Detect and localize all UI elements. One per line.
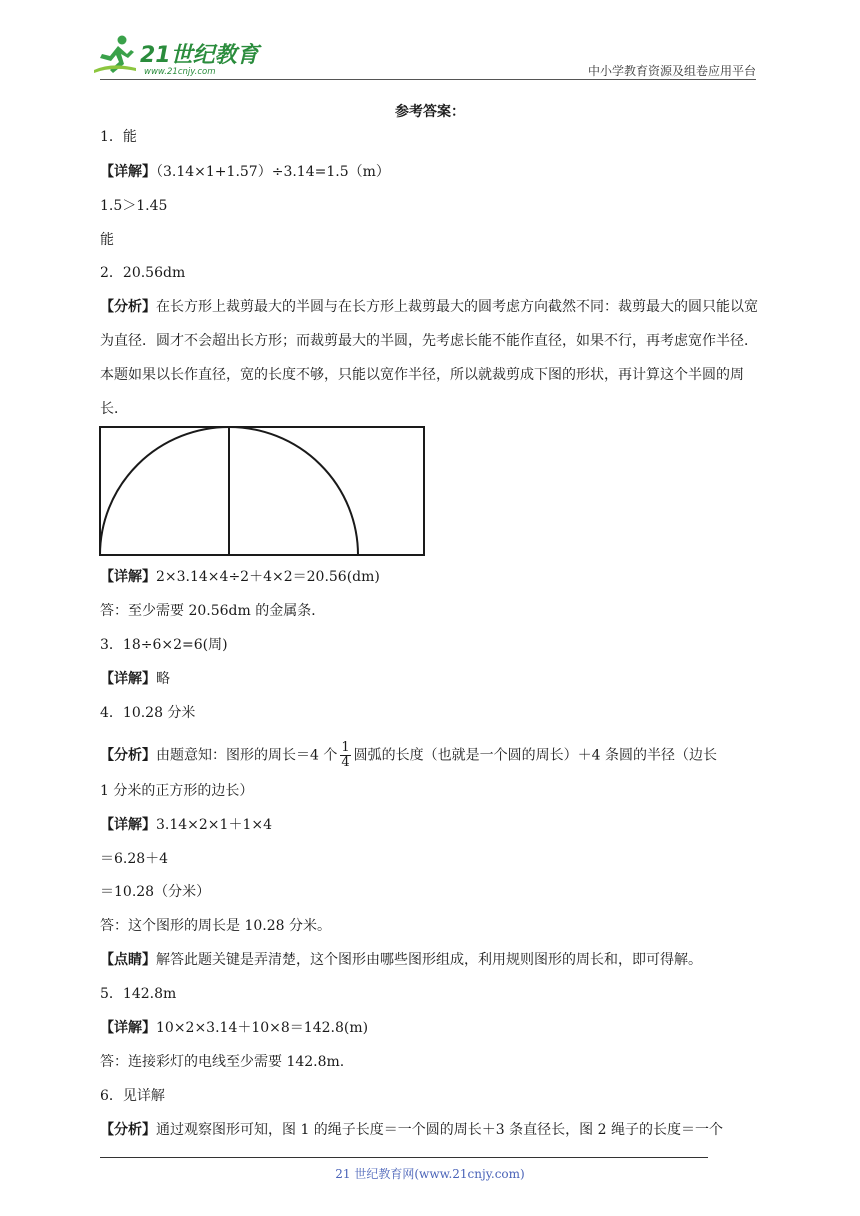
detail-tag: 【详解】 [100, 164, 156, 180]
analysis-tag: 【分析】 [100, 747, 156, 764]
q4-analysis [100, 741, 717, 770]
q1-detail [100, 162, 390, 182]
q4-reply: 答：这个图形的周长是 10.28 分米。 [100, 918, 331, 934]
q2-detail-text: 2×3.14×4÷2＋4×2＝20.56(dm) [156, 569, 380, 585]
footer-divider [100, 1157, 708, 1158]
page-title: 参考答案： [395, 104, 465, 120]
detail-tag: 【详解】 [100, 671, 156, 687]
q1-conclusion: 能 [100, 232, 114, 248]
q2-analysis [100, 290, 764, 426]
q3-detail-text: 略 [156, 671, 170, 687]
q4-step1: ＝6.28＋4 [100, 851, 169, 867]
logo-text: 21世纪教育 [140, 43, 259, 68]
q4-answer: 4．10.28 分米 [100, 705, 196, 721]
q4-analysis-pre: 由题意知：图形的周长＝4 个 [156, 747, 338, 764]
comment-tag: 【点睛】 [100, 952, 156, 968]
q2-analysis-text: 在长方形上裁剪最大的半圆与在长方形上裁剪最大的圆考虑方向截然不同：裁剪最大的圆只能以宽为直径．圆才不会超出长方形；而裁剪最大的半圆，先考虑长能不能作直径，如果不行，再考虑宽作半径．本题如果以长作直径，宽的长度不够，只能以宽作半径，所以就裁剪成下图的形状，再计算这个半圆的周长． [100, 299, 758, 417]
header-platform-text: 中小学教育资源及组卷应用平台 [587, 64, 756, 78]
fraction-numerator: 1 [341, 740, 350, 755]
q4-analysis-post: 圆弧的长度（也就是一个圆的周长）＋4 条圆的半径（边长 [353, 747, 717, 764]
q5-answer: 5．142.8m [100, 986, 177, 1002]
q1-answer: 1．能 [100, 129, 137, 145]
footer-text[interactable]: 21 世纪教育网(www.21cnjy.com) [335, 1167, 525, 1181]
q3-answer: 3．18÷6×2=6(周) [100, 637, 228, 653]
q4-comment [100, 950, 702, 970]
site-logo [92, 32, 262, 78]
q1-detail-text: （3.14×1+1.57）÷3.14=1.5（m） [156, 164, 390, 180]
q3-detail [100, 669, 170, 689]
detail-tag: 【详解】 [100, 1020, 156, 1036]
q4-step2: ＝10.28（分米） [100, 884, 211, 900]
q6-analysis [100, 1120, 723, 1140]
q4-detail [100, 815, 272, 835]
fraction-denominator: 4 [341, 755, 350, 770]
detail-tag: 【详解】 [100, 817, 156, 833]
header-divider [100, 79, 756, 80]
analysis-tag: 【分析】 [100, 1122, 156, 1138]
q5-detail-text: 10×2×3.14＋10×8＝142.8(m) [156, 1020, 369, 1036]
q2-answer: 2．20.56dm [100, 265, 186, 281]
q6-answer: 6．见详解 [100, 1088, 165, 1104]
detail-tag: 【详解】 [100, 569, 156, 585]
analysis-tag: 【分析】 [100, 299, 156, 315]
q4-analysis-line2: 1 分米的正方形的边长） [100, 783, 254, 799]
q4-comment-text: 解答此题关键是弄清楚，这个图形由哪些图形组成，利用规则图形的周长和，即可得解。 [156, 952, 702, 968]
q4-detail-text: 3.14×2×1＋1×4 [156, 817, 272, 833]
fraction-one-quarter [340, 741, 350, 770]
logo-url: www.21cnjy.com [144, 67, 216, 77]
semicircle-figure [99, 426, 427, 558]
runner-icon [94, 36, 136, 74]
q2-reply: 答：至少需要 20.56dm 的金属条． [100, 603, 326, 619]
q5-detail [100, 1018, 368, 1038]
q2-detail [100, 567, 380, 587]
q6-analysis-text: 通过观察图形可知，图 1 的绳子长度＝一个圆的周长＋3 条直径长，图 2 绳子的长度＝一个 [156, 1122, 723, 1138]
q5-reply: 答：连接彩灯的电线至少需要 142.8m. [100, 1054, 345, 1070]
q1-compare: 1.5＞1.45 [100, 198, 168, 214]
rectangle-outline [100, 427, 424, 555]
